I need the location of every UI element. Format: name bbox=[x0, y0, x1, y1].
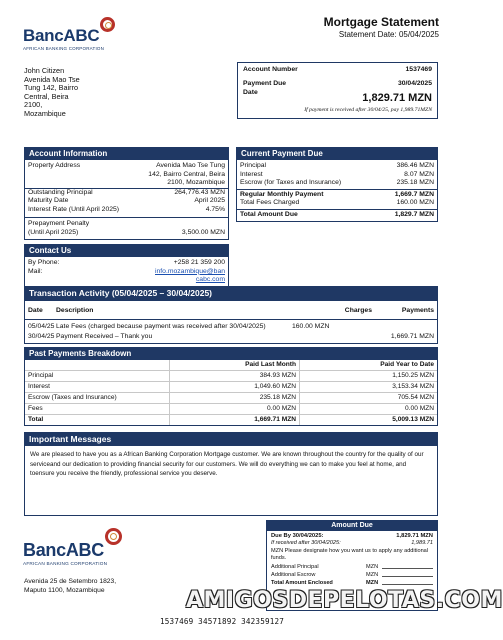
transaction-charges: 160.00 MZN bbox=[292, 323, 330, 330]
phone-label: By Phone: bbox=[28, 259, 60, 266]
email-line[interactable]: cabc.com bbox=[195, 276, 225, 283]
row-label: Fees bbox=[25, 404, 170, 414]
row-label: Escrow (for Taxes and Insurance) bbox=[240, 179, 342, 186]
transaction-charges bbox=[292, 332, 352, 342]
brand-name: BancABC bbox=[23, 26, 100, 45]
date-label: Date bbox=[243, 89, 258, 96]
brand-tagline: AFRICAN BANKING CORPORATION bbox=[23, 46, 105, 51]
total-enclosed-label: Total Amount Enclosed bbox=[271, 579, 333, 586]
account-number-row bbox=[243, 66, 432, 75]
currency-label: MZN bbox=[366, 579, 379, 586]
watermark-text: AMIGOSDEPELOTAS.COM bbox=[186, 588, 503, 613]
paid-year-to-date: 3,153.34 MZN bbox=[392, 383, 434, 390]
maturity-date-row bbox=[28, 197, 225, 206]
transaction-payments bbox=[352, 322, 434, 332]
prepayment-penalty-row bbox=[28, 220, 225, 229]
paid-year-to-date: 5,009.13 MZN bbox=[392, 416, 434, 423]
transaction-description: Late Fees (charged because payment was received after 30/04/2025) bbox=[56, 323, 266, 330]
footer-address bbox=[24, 578, 116, 595]
transaction-header-row bbox=[28, 301, 434, 319]
amount-due-value: 1,829.71 MZN bbox=[362, 92, 432, 104]
row-label: Principal bbox=[240, 162, 267, 169]
phone-row bbox=[28, 259, 225, 268]
late-amount-row bbox=[271, 540, 433, 547]
transaction-row bbox=[28, 332, 434, 342]
column-header bbox=[25, 360, 170, 370]
row-value: 264,776.43 MZN bbox=[174, 188, 225, 196]
currency-label: MZN bbox=[366, 571, 379, 578]
past-payments-section bbox=[24, 347, 438, 426]
property-address-value bbox=[148, 162, 225, 188]
interest-row bbox=[240, 171, 434, 180]
row-label: Total Amount Due bbox=[240, 210, 298, 218]
total-enclosed-row bbox=[271, 579, 433, 587]
table-row bbox=[25, 393, 437, 404]
transaction-date: 05/04/25 bbox=[28, 323, 55, 330]
customer-address-line: Tung 142, Bairro bbox=[24, 83, 79, 93]
paid-last-month: 0.00 MZN bbox=[170, 404, 300, 414]
property-address-label: Property Address bbox=[28, 162, 81, 169]
additional-escrow-row bbox=[271, 571, 433, 579]
prepayment-penalty-value-row bbox=[28, 229, 225, 238]
payment-due-label: Payment Due bbox=[243, 79, 287, 87]
paid-last-month: 1,669.71 MZN bbox=[170, 415, 300, 425]
row-value: 1,669.7 MZN bbox=[394, 190, 434, 198]
designate-text: MZN Please designate how you want us to apply any additional funds. bbox=[271, 547, 429, 562]
fees-row bbox=[240, 199, 434, 208]
additional-escrow-field[interactable] bbox=[382, 571, 433, 577]
interest-rate-row bbox=[28, 206, 225, 215]
account-number-label: Account Number bbox=[243, 66, 298, 73]
table-total-row bbox=[25, 415, 437, 425]
transaction-payments: 1,669.71 MZN bbox=[390, 332, 434, 340]
customer-address-line: 2100, bbox=[24, 100, 43, 110]
paid-year-to-date: 705.54 MZN bbox=[397, 394, 434, 401]
regular-payment-row bbox=[237, 189, 437, 200]
row-label: Escrow (Taxes and Insurance) bbox=[25, 393, 170, 403]
email-link[interactable] bbox=[155, 268, 225, 285]
column-header: Description bbox=[56, 307, 94, 314]
due-by-row bbox=[271, 533, 433, 540]
mail-label: Mail: bbox=[28, 267, 43, 275]
due-by-label: Due By 30/04/2025: bbox=[271, 533, 324, 539]
late-value: 1,989.71 bbox=[411, 540, 433, 547]
barcode-number: 1537469 34571892 342359127 bbox=[160, 617, 285, 626]
footer-address-line: Maputo 1100, Mozambique bbox=[24, 586, 105, 594]
row-value: April 2025 bbox=[194, 197, 225, 204]
footer-brand-logo bbox=[23, 528, 122, 566]
statement-date: Statement Date: 05/04/2025 bbox=[338, 30, 439, 39]
mail-row bbox=[28, 268, 225, 285]
statement-header bbox=[324, 15, 439, 39]
row-label: Interest bbox=[240, 170, 263, 178]
paid-last-month: 384.93 MZN bbox=[170, 371, 300, 381]
row-label: Interest bbox=[25, 382, 170, 392]
current-payment-section bbox=[236, 147, 438, 222]
important-messages-section bbox=[24, 432, 438, 516]
paid-year-to-date: 1,150.25 MZN bbox=[392, 372, 434, 379]
customer-address bbox=[24, 67, 80, 119]
row-value: 1,829.7 MZN bbox=[394, 210, 434, 218]
account-information-title: Account Information bbox=[24, 147, 229, 160]
prepayment-value: 3,500.00 MZN bbox=[181, 228, 225, 236]
past-payments-header-row bbox=[25, 360, 437, 371]
important-messages-text: We are pleased to have you as a African Banking Corporation Mortgage customer. We are known throughout the country for the quality of our serviceand our dedication to providing financial security for our customers. We will do everything we can to make you feel at home, and toensure you receive the friendly, professional service you deserve. bbox=[24, 446, 438, 516]
table-row bbox=[25, 382, 437, 393]
additional-principal-row bbox=[271, 563, 433, 571]
property-address-row bbox=[28, 162, 225, 188]
transaction-row bbox=[28, 322, 434, 332]
column-header: Paid Year to Date bbox=[380, 361, 434, 368]
amount-due-title: Amount Due bbox=[266, 520, 438, 531]
transaction-date: 30/04/25 bbox=[28, 332, 55, 340]
property-address-line: 142, Bairro Central, Beira bbox=[148, 170, 225, 178]
row-label: Interest Rate (Until April 2025) bbox=[28, 205, 120, 213]
row-label: Maturity Date bbox=[28, 197, 69, 204]
additional-principal-label: Additional Principal bbox=[271, 563, 319, 570]
transaction-description: Payment Received – Thank you bbox=[56, 332, 153, 340]
row-value: 386.46 MZN bbox=[396, 162, 434, 169]
column-header: Paid Last Month bbox=[170, 360, 300, 370]
row-label: Principal bbox=[25, 371, 170, 381]
outstanding-principal-row bbox=[28, 189, 225, 198]
past-payments-title: Past Payments Breakdown bbox=[24, 347, 438, 360]
additional-principal-field[interactable] bbox=[382, 563, 433, 569]
paid-last-month: 1,049.60 MZN bbox=[170, 382, 300, 392]
footer-address-line: Avenida 25 de Setembro 1823, bbox=[24, 578, 117, 585]
row-label: Total Fees Charged bbox=[240, 199, 300, 206]
contact-section bbox=[24, 244, 229, 288]
principal-row bbox=[240, 162, 434, 171]
additional-escrow-label: Additional Escrow bbox=[271, 571, 316, 578]
page-title: Mortgage Statement bbox=[323, 15, 439, 29]
property-address-line: Avenida Mao Tse Tung bbox=[156, 162, 225, 169]
late-payment-note: If payment is received after 30/04/25, pay 1,989.71MZN bbox=[304, 107, 432, 113]
total-enclosed-field[interactable] bbox=[382, 579, 433, 585]
customer-address-line: Mozambique bbox=[24, 108, 66, 118]
phone-number: +258 21 359 200 bbox=[173, 259, 225, 266]
column-header: Date bbox=[28, 307, 43, 314]
row-value: 160.00 MZN bbox=[396, 199, 434, 206]
customer-name: John Citizen bbox=[24, 66, 65, 75]
customer-address-line: Avenida Mao Tse bbox=[24, 74, 80, 84]
row-label: Total bbox=[25, 415, 170, 425]
important-messages-title: Important Messages bbox=[24, 432, 438, 446]
total-amount-row bbox=[237, 209, 437, 220]
transaction-activity-section bbox=[24, 286, 438, 344]
property-address-line: 2100, Mozambique bbox=[167, 179, 225, 186]
summary-box bbox=[237, 62, 438, 119]
row-label: Outstanding Principal bbox=[28, 188, 93, 196]
row-label: Regular Monthly Payment bbox=[240, 190, 324, 198]
row-value: 4.75% bbox=[205, 205, 225, 213]
email-line[interactable]: info.mozambique@ban bbox=[155, 267, 225, 275]
brand-logo bbox=[23, 17, 115, 51]
column-header: Payments bbox=[401, 307, 434, 314]
contact-title: Contact Us bbox=[24, 244, 229, 257]
brand-ring-icon bbox=[100, 17, 115, 32]
footer-brand-name: BancABC bbox=[23, 540, 104, 560]
transaction-activity-title: Transaction Activity (05/04/2025 – 30/04/2025) bbox=[24, 286, 438, 301]
row-value: 8.07 MZN bbox=[404, 170, 434, 178]
due-by-value: 1,829.71 MZN bbox=[396, 533, 433, 539]
paid-year-to-date: 0.00 MZN bbox=[405, 405, 434, 412]
payment-due-date: 30/04/2025 bbox=[397, 79, 432, 87]
current-payment-title: Current Payment Due bbox=[236, 147, 438, 160]
account-information-section bbox=[24, 147, 229, 240]
footer-brand-tagline: AFRICAN BANKING CORPORATION bbox=[23, 561, 108, 566]
currency-label: MZN bbox=[366, 563, 379, 570]
prepayment-period: (Until April 2025) bbox=[28, 228, 79, 236]
table-row bbox=[25, 404, 437, 415]
prepayment-label: Prepayment Penalty bbox=[28, 220, 90, 227]
late-label: If received after 30/04/2025: bbox=[271, 540, 341, 547]
table-row bbox=[25, 371, 437, 382]
customer-address-line: Central, Beira bbox=[24, 91, 69, 101]
footer-brand-ring-icon bbox=[105, 528, 122, 545]
row-value: 235.18 MZN bbox=[396, 179, 434, 186]
column-header: Charges bbox=[344, 307, 372, 314]
payment-due-row bbox=[243, 80, 432, 89]
account-number: 1537469 bbox=[405, 66, 432, 73]
paid-last-month: 235.18 MZN bbox=[170, 393, 300, 403]
escrow-row bbox=[240, 179, 434, 188]
amount-row bbox=[243, 89, 432, 104]
